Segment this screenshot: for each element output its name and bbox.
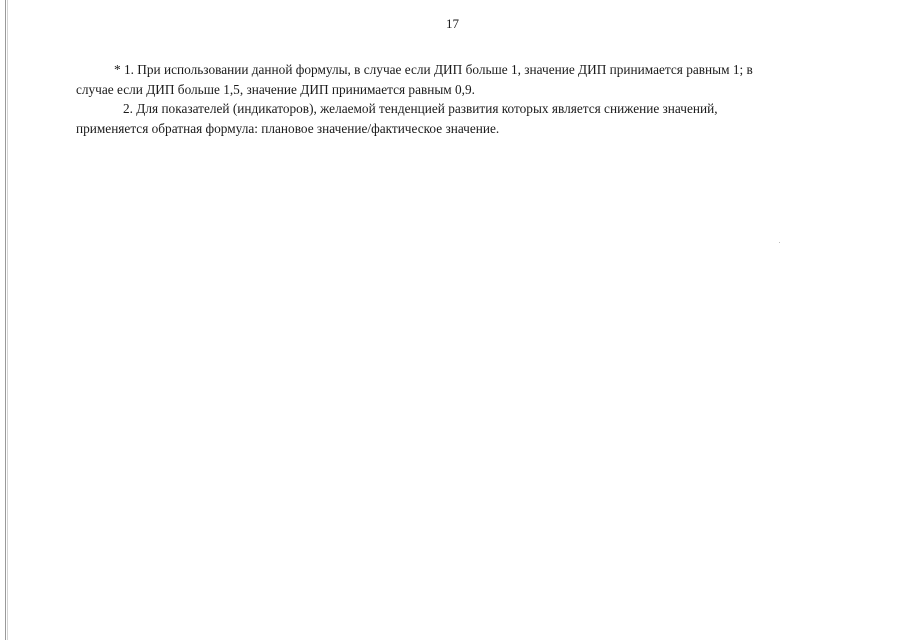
footnote-2-line-2: применяется обратная формула: плановое значение/фактическое значение. bbox=[76, 120, 500, 136]
footnote-block bbox=[76, 60, 836, 138]
scan-edge-line bbox=[5, 0, 6, 640]
scan-edge-shadow bbox=[7, 0, 8, 640]
page-number: 17 bbox=[446, 16, 459, 31]
footnote-2-line-1: 2. Для показателей (индикаторов), желаемой тенденцией развития которых является снижение значений, bbox=[123, 101, 718, 116]
footnote-1-line-2: случае если ДИП больше 1,5, значение ДИП принимается равным 0,9. bbox=[76, 81, 475, 97]
scan-speck bbox=[779, 242, 780, 243]
footnote-1-line-1: * 1. При использовании данной формулы, в случае если ДИП больше 1, значение ДИП принимается равным 1; в bbox=[114, 62, 753, 77]
